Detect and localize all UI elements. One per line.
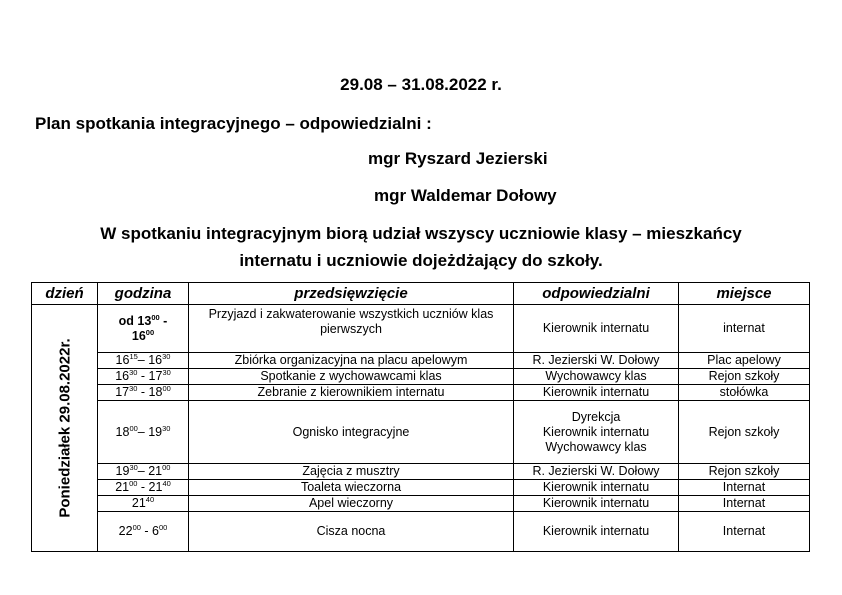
- end-minute: 00: [162, 384, 171, 393]
- responsible-name: Kierownik internatu: [542, 524, 650, 538]
- table-row: [32, 305, 810, 353]
- time-prefix: od: [118, 313, 138, 328]
- table-header-row: [32, 283, 810, 305]
- end-hour: 21: [148, 480, 163, 494]
- table-row: [32, 369, 810, 385]
- responsible-name: Kierownik internatu: [542, 424, 650, 439]
- table-row: [32, 480, 810, 496]
- table-row: [32, 353, 810, 369]
- end-hour: 18: [148, 385, 163, 399]
- place-cell: stołówka: [679, 385, 810, 401]
- end-hour: 19: [148, 424, 163, 439]
- time-separator: -: [137, 480, 149, 494]
- time-separator: -: [137, 385, 149, 399]
- responsible-cell: [514, 369, 679, 385]
- table-row: [32, 464, 810, 480]
- place-cell: Internat: [679, 496, 810, 512]
- responsible-cell: [514, 480, 679, 496]
- start-hour: 16: [115, 353, 130, 367]
- time-separator: -: [140, 524, 153, 538]
- time-separator: -: [137, 369, 149, 383]
- start-minute: 00: [129, 423, 138, 433]
- responsible-name: Kierownik internatu: [542, 496, 650, 510]
- responsible-name: R. Jezierski W. Dołowy: [532, 464, 660, 478]
- responsible-name: Kierownik internatu: [542, 480, 650, 494]
- end-minute: 30: [162, 423, 171, 433]
- time-cell: [98, 496, 189, 512]
- start-hour: 19: [115, 464, 130, 478]
- start-hour: 17: [115, 385, 130, 399]
- column-header-place: miejsce: [679, 283, 810, 305]
- column-header-day: dzień: [32, 283, 98, 305]
- responsible-name: Kierownik internatu: [542, 321, 650, 335]
- start-hour: 18: [115, 424, 130, 439]
- time-cell: [98, 353, 189, 369]
- start-minute: 30: [129, 368, 138, 377]
- start-minute: 00: [129, 479, 138, 488]
- time-cell: [98, 464, 189, 480]
- time-cell: [98, 401, 189, 464]
- place-cell: Internat: [679, 480, 810, 496]
- responsible-cell: [514, 464, 679, 480]
- end-hour: 6: [152, 524, 159, 538]
- time-separator: –: [137, 353, 149, 367]
- end-minute: 00: [145, 327, 155, 337]
- day-label: Poniedziałek 29.08.2022r.: [56, 338, 73, 518]
- column-header-time: godzina: [98, 283, 189, 305]
- responsible-cell: [514, 305, 679, 353]
- place-cell: Rejon szkoły: [679, 369, 810, 385]
- responsible-cell: [514, 385, 679, 401]
- table-row: [32, 512, 810, 552]
- event-cell: Zebranie z kierownikiem internatu: [189, 385, 514, 401]
- plan-title: Plan spotkania integracyjnego – odpowiedzialni :: [35, 114, 432, 133]
- end-hour: 16: [148, 353, 163, 367]
- start-minute: 00: [151, 312, 160, 322]
- place-cell: internat: [679, 305, 810, 353]
- intro-text: [0, 220, 842, 274]
- time-separator: –: [137, 424, 149, 439]
- responsible-person-2: mgr Waldemar Dołowy: [374, 186, 557, 205]
- end-minute: 30: [162, 352, 171, 361]
- responsible-name: Dyrekcja: [571, 409, 621, 424]
- responsible-name: Wychowawcy klas: [545, 369, 647, 383]
- time-separator: -: [159, 313, 168, 328]
- place-cell: Rejon szkoły: [679, 464, 810, 480]
- responsible-cell: [514, 512, 679, 552]
- end-minute: 00: [158, 523, 168, 532]
- end-minute: 30: [162, 368, 171, 377]
- place-cell: Plac apelowy: [679, 353, 810, 369]
- column-header-event: przedsięwzięcie: [189, 283, 514, 305]
- start-minute: 30: [129, 384, 138, 393]
- responsible-person-1: mgr Ryszard Jezierski: [368, 149, 548, 168]
- event-cell: Toaleta wieczorna: [189, 480, 514, 496]
- intro-line-2: internatu i uczniowie dojeżdżający do szkoły.: [239, 251, 603, 270]
- place-cell: Rejon szkoły: [679, 401, 810, 464]
- event-cell: Zajęcia z musztry: [189, 464, 514, 480]
- time-cell: [98, 480, 189, 496]
- schedule-table: [31, 282, 810, 552]
- table-row: [32, 385, 810, 401]
- responsible-cell: [514, 496, 679, 512]
- date-range: 29.08 – 31.08.2022 r.: [340, 75, 502, 94]
- start-hour: 21: [131, 496, 146, 510]
- start-minute: 15: [129, 352, 138, 361]
- responsible-cell: [514, 353, 679, 369]
- start-hour: 22: [118, 524, 133, 538]
- intro-line-1: W spotkaniu integracyjnym biorą udział wszyscy uczniowie klasy – mieszkańcy: [100, 224, 742, 243]
- event-cell: Cisza nocna: [189, 512, 514, 552]
- start-minute: 00: [132, 523, 141, 532]
- responsible-name: Wychowawcy klas: [545, 439, 647, 454]
- event-cell: Ognisko integracyjne: [189, 401, 514, 464]
- event-cell: Zbiórka organizacyjna na placu apelowym: [189, 353, 514, 369]
- start-minute: 30: [129, 463, 138, 472]
- end-hour: 17: [148, 369, 163, 383]
- time-cell: [98, 369, 189, 385]
- place-cell: Internat: [679, 512, 810, 552]
- table-row: [32, 496, 810, 512]
- event-cell: Apel wieczorny: [189, 496, 514, 512]
- time-separator: –: [137, 464, 149, 478]
- end-minute: 00: [162, 463, 171, 472]
- table-row: [32, 401, 810, 464]
- event-cell: Przyjazd i zakwaterowanie wszystkich uczniów klas pierwszych: [189, 305, 514, 353]
- start-hour: 21: [115, 480, 130, 494]
- end-minute: 40: [162, 479, 171, 488]
- time-cell: [98, 305, 189, 353]
- responsible-cell: [514, 401, 679, 464]
- start-hour: 13: [137, 313, 152, 328]
- responsible-name: Kierownik internatu: [542, 385, 650, 399]
- end-hour: 16: [131, 328, 146, 343]
- time-cell: [98, 385, 189, 401]
- time-cell: [98, 512, 189, 552]
- column-header-responsible: odpowiedzialni: [514, 283, 679, 305]
- start-hour: 16: [115, 369, 130, 383]
- event-cell: Spotkanie z wychowawcami klas: [189, 369, 514, 385]
- start-minute: 40: [145, 495, 155, 504]
- end-hour: 21: [148, 464, 163, 478]
- responsible-name: R. Jezierski W. Dołowy: [532, 353, 660, 367]
- day-cell: [32, 305, 98, 552]
